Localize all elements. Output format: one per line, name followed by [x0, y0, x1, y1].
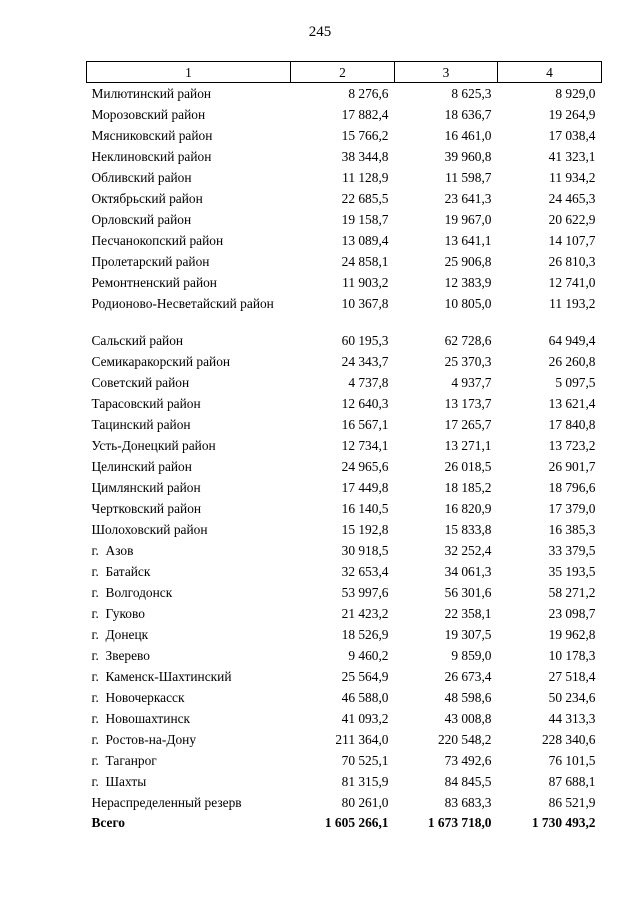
row-value-col4: 16 385,3	[548, 521, 596, 537]
row-value-col4: 10 178,3	[548, 647, 596, 663]
row-value-col4: 64 949,4	[548, 332, 596, 348]
table-row	[87, 146, 602, 167]
row-value-col4: 86 521,9	[548, 794, 596, 810]
row-name: Орловский район	[91, 211, 192, 227]
row-value-col4: 33 379,5	[548, 542, 596, 558]
row-value-col4: 14 107,7	[548, 232, 596, 248]
table-row	[87, 792, 602, 813]
row-name: Семикаракорский район	[91, 353, 231, 369]
row-value-col3: 13 271,1	[444, 437, 492, 453]
row-value-col3: 4 937,7	[451, 374, 492, 390]
row-value-col3: 26 018,5	[444, 458, 492, 474]
table-row	[87, 351, 602, 372]
row-value-col4: 23 098,7	[548, 605, 596, 621]
table-header-row	[87, 62, 602, 83]
row-value-col4: 76 101,5	[548, 752, 596, 768]
table-body	[87, 83, 602, 834]
row-value-col3: 56 301,6	[444, 584, 492, 600]
row-value-col4: 11 934,2	[549, 169, 596, 185]
table-row	[87, 771, 602, 792]
row-value-col3: 62 728,6	[444, 332, 492, 348]
row-value-col2: 38 344,8	[341, 148, 389, 164]
row-value-col3: 22 358,1	[444, 605, 492, 621]
row-value-col2: 70 525,1	[341, 752, 389, 768]
row-value-col3: 10 805,0	[444, 295, 492, 311]
row-name: Ремонтненский район	[91, 274, 217, 290]
row-value-col3: 220 548,2	[437, 731, 492, 747]
table-row	[87, 624, 602, 645]
row-value-col3: 83 683,3	[444, 794, 492, 810]
row-value-col2: 211 364,0	[335, 731, 389, 747]
row-value-col3: 23 641,3	[444, 190, 492, 206]
table-row	[87, 209, 602, 230]
row-value-col4: 19 962,8	[548, 626, 596, 642]
table-row	[87, 251, 602, 272]
row-name: г. Гуково	[91, 605, 145, 621]
row-value-col2: 9 460,2	[348, 647, 389, 663]
row-name: г. Азов	[91, 542, 134, 558]
row-value-col4: 20 622,9	[548, 211, 596, 227]
row-name: Советский район	[91, 374, 190, 390]
table-row	[87, 540, 602, 561]
row-value-col4: 19 264,9	[548, 106, 596, 122]
table-row	[87, 414, 602, 435]
row-value-col3: 34 061,3	[444, 563, 492, 579]
row-value-col3: 43 008,8	[444, 710, 492, 726]
row-value-col2: 81 315,9	[341, 773, 389, 789]
row-value-col3: 13 173,7	[444, 395, 492, 411]
row-value-col3: 25 906,8	[444, 253, 492, 269]
row-value-col2: 17 882,4	[341, 106, 389, 122]
table-row	[87, 519, 602, 540]
row-name: г. Батайск	[91, 563, 151, 579]
row-value-col3: 26 673,4	[444, 668, 492, 684]
row-name: г. Каменск-Шахтинский	[91, 668, 232, 684]
table-row	[87, 561, 602, 582]
row-value-col4: 26 810,3	[548, 253, 596, 269]
row-name: г. Шахты	[91, 773, 147, 789]
row-name: Усть-Донецкий район	[91, 437, 216, 453]
row-value-col2: 11 903,2	[342, 274, 389, 290]
row-value-col2: 46 588,0	[341, 689, 389, 705]
table-row	[87, 83, 602, 104]
row-value-col3: 11 598,7	[445, 169, 492, 185]
row-value-col3: 32 252,4	[444, 542, 492, 558]
row-value-col2: 16 140,5	[341, 500, 389, 516]
budget-table	[86, 61, 602, 834]
row-name: г. Ростов-на-Дону	[91, 731, 197, 747]
row-name: Обливский район	[91, 169, 192, 185]
row-value-col2: 24 858,1	[341, 253, 389, 269]
row-value-col4: 8 929,0	[555, 86, 596, 101]
row-value-col3: 25 370,3	[444, 353, 492, 369]
row-name: Тацинский район	[91, 416, 191, 432]
row-value-col2: 80 261,0	[341, 794, 389, 810]
header-col-2: 2	[291, 62, 395, 83]
row-value-col2: 25 564,9	[341, 668, 389, 684]
row-value-col2: 12 640,3	[341, 395, 389, 411]
row-name: Октябрьский район	[91, 190, 203, 206]
table-row	[87, 435, 602, 456]
row-value-col2: 18 526,9	[341, 626, 389, 642]
row-value-col2: 21 423,2	[341, 605, 389, 621]
row-value-col3: 18 636,7	[444, 106, 492, 122]
table-row	[87, 125, 602, 146]
header-col-1: 1	[87, 62, 291, 83]
row-value-col3: 8 625,3	[451, 86, 492, 101]
page-number: 245	[308, 24, 332, 40]
row-value-col2: 30 918,5	[341, 542, 389, 558]
row-value-col4: 58 271,2	[548, 584, 596, 600]
row-name: Морозовский район	[91, 106, 206, 122]
row-value-col2: 13 089,4	[341, 232, 389, 248]
row-value-col2: 15 192,8	[341, 521, 389, 537]
row-value-col2: 15 766,2	[341, 127, 389, 143]
row-value-col2: 22 685,5	[341, 190, 389, 206]
row-name: Неклиновский район	[91, 148, 212, 164]
table-row	[87, 456, 602, 477]
row-value-col4: 13 621,4	[548, 395, 596, 411]
row-value-col3: 13 641,1	[444, 232, 492, 248]
row-name: Сальский район	[91, 332, 184, 348]
row-value-col3: 16 820,9	[444, 500, 492, 516]
row-value-col4: 228 340,6	[541, 731, 596, 747]
table-row	[87, 167, 602, 188]
row-value-col3: 1 673 718,0	[427, 814, 492, 830]
table-row	[87, 603, 602, 624]
row-value-col3: 19 967,0	[444, 211, 492, 227]
row-value-col2: 32 653,4	[341, 563, 389, 579]
table-row	[87, 687, 602, 708]
row-value-col3: 15 833,8	[444, 521, 492, 537]
table-row	[87, 645, 602, 666]
table-row	[87, 188, 602, 209]
row-name: г. Таганрог	[91, 752, 157, 768]
row-value-col3: 73 492,6	[444, 752, 492, 768]
row-value-col4: 87 688,1	[548, 773, 596, 789]
table-row	[87, 750, 602, 771]
row-value-col2: 24 965,6	[341, 458, 389, 474]
row-value-col2: 41 093,2	[341, 710, 389, 726]
row-value-col2: 53 997,6	[341, 584, 389, 600]
row-value-col3: 48 598,6	[444, 689, 492, 705]
table-row	[87, 272, 602, 293]
row-value-col3: 19 307,5	[444, 626, 492, 642]
table-row	[87, 293, 602, 330]
row-value-col3: 18 185,2	[444, 479, 492, 495]
table-row	[87, 104, 602, 125]
row-value-col2: 12 734,1	[341, 437, 389, 453]
total-row	[87, 813, 602, 834]
row-value-col4: 26 901,7	[548, 458, 596, 474]
table-row	[87, 477, 602, 498]
table-row	[87, 729, 602, 750]
row-name: Песчанокопский район	[91, 232, 224, 248]
row-value-col3: 84 845,5	[444, 773, 492, 789]
row-value-col3: 12 383,9	[444, 274, 492, 290]
row-value-col2: 17 449,8	[341, 479, 389, 495]
row-value-col4: 18 796,6	[548, 479, 596, 495]
row-value-col4: 26 260,8	[548, 353, 596, 369]
table-row	[87, 708, 602, 729]
row-value-col4: 1 730 493,2	[531, 814, 596, 830]
table-row	[87, 230, 602, 251]
row-name: г. Зверево	[91, 647, 150, 663]
row-name: Цимлянский район	[91, 479, 201, 495]
row-value-col4: 17 038,4	[548, 127, 596, 143]
header-col-4: 4	[498, 62, 602, 83]
row-value-col3: 17 265,7	[444, 416, 492, 432]
row-value-col4: 27 518,4	[548, 668, 596, 684]
row-name: Чертковский район	[91, 500, 202, 516]
row-value-col2: 10 367,8	[341, 295, 389, 311]
row-name: Целинский район	[91, 458, 192, 474]
row-name: Родионово-Несветайский район	[91, 295, 274, 311]
row-value-col2: 24 343,7	[341, 353, 389, 369]
row-value-col2: 1 605 266,1	[324, 814, 389, 830]
row-value-col2: 11 128,9	[342, 169, 389, 185]
row-value-col2: 19 158,7	[341, 211, 389, 227]
row-name: Шолоховский район	[91, 521, 208, 537]
row-name: г. Новошахтинск	[91, 710, 191, 726]
row-value-col4: 24 465,3	[548, 190, 596, 206]
row-value-col4: 12 741,0	[548, 274, 596, 290]
row-value-col2: 4 737,8	[348, 374, 389, 390]
header-col-3: 3	[395, 62, 498, 83]
row-value-col4: 17 840,8	[548, 416, 596, 432]
table-row	[87, 582, 602, 603]
row-value-col4: 44 313,3	[548, 710, 596, 726]
row-value-col4: 35 193,5	[548, 563, 596, 579]
table-row	[87, 372, 602, 393]
row-name: г. Волгодонск	[91, 584, 173, 600]
table-row	[87, 393, 602, 414]
row-value-col4: 41 323,1	[548, 148, 596, 164]
row-name: Милютинский район	[91, 86, 212, 101]
row-value-col4: 11 193,2	[549, 295, 596, 311]
row-name: Нераспределенный резерв	[91, 794, 242, 810]
row-name: Мясниковский район	[91, 127, 213, 143]
row-value-col2: 60 195,3	[341, 332, 389, 348]
row-value-col4: 5 097,5	[555, 374, 596, 390]
row-name: Всего	[91, 814, 125, 830]
row-value-col3: 9 859,0	[451, 647, 492, 663]
row-value-col2: 16 567,1	[341, 416, 389, 432]
row-value-col3: 16 461,0	[444, 127, 492, 143]
row-name: Тарасовский район	[91, 395, 201, 411]
row-value-col4: 50 234,6	[548, 689, 596, 705]
table-row	[87, 498, 602, 519]
table-row	[87, 330, 602, 351]
row-name: Пролетарский район	[91, 253, 210, 269]
table-row	[87, 666, 602, 687]
row-value-col2: 8 276,6	[348, 86, 389, 101]
row-value-col4: 13 723,2	[548, 437, 596, 453]
row-name: г. Донецк	[91, 626, 149, 642]
row-value-col4: 17 379,0	[548, 500, 596, 516]
row-name: г. Новочеркасск	[91, 689, 185, 705]
row-value-col3: 39 960,8	[444, 148, 492, 164]
